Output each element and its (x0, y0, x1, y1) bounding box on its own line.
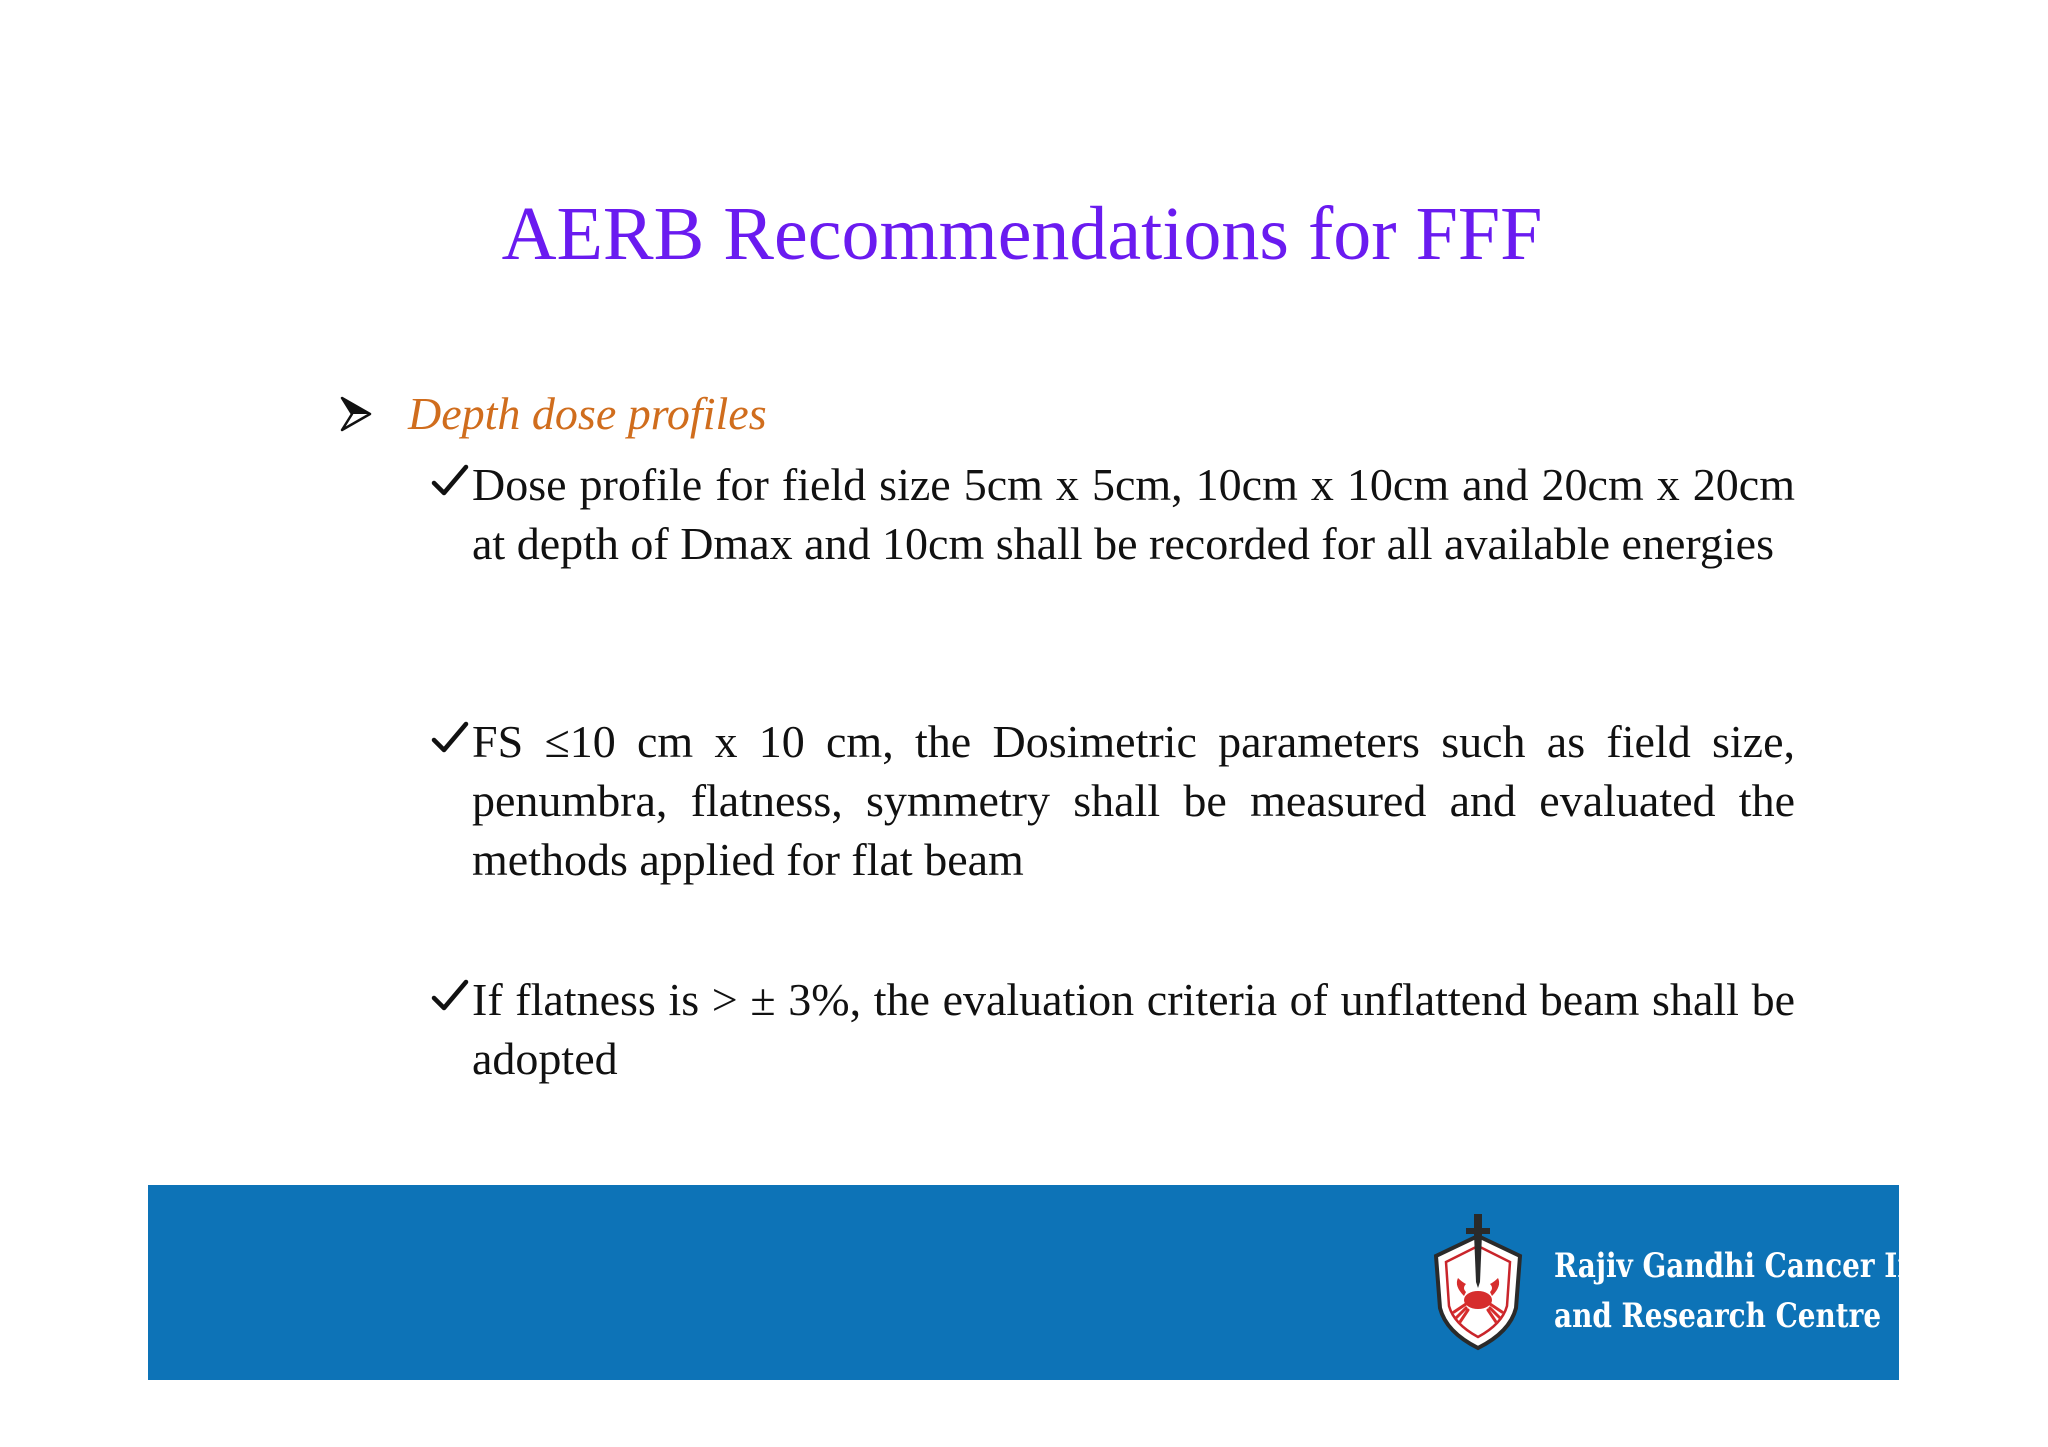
institute-name (1554, 1241, 2021, 1341)
footer-band (148, 1185, 2021, 1380)
bullet-item (430, 970, 1795, 1088)
checkmark-icon (430, 718, 470, 758)
institute-logo-icon (1428, 1212, 1528, 1352)
bullet-text: FS ≤10 cm x 10 cm, the Dosimetric parameters such as field size, penumbra, flatness, symmetry shall be measured and evaluated the methods applied for flat beam (472, 716, 1795, 885)
bullet-text: Dose profile for field size 5cm x 5cm, 10cm x 10cm and 20cm x 20cm at depth of Dmax and 10cm shall be recorded for all available energies (472, 459, 1795, 569)
checkmark-icon (430, 976, 470, 1016)
slide-title-text: AERB Recommendations for FFF (501, 192, 1543, 276)
bullet-item (430, 455, 1795, 573)
section-heading: Depth dose profiles (408, 388, 767, 439)
checkmark-icon (430, 461, 470, 501)
bullet-text: If flatness is > ± 3%, the evaluation criteria of unflattend beam shall be adopted (472, 974, 1795, 1084)
bullet-item (430, 712, 1795, 889)
section-header (340, 385, 767, 443)
institute-name-line1: Rajiv Gandhi Cancer Institute (1554, 1246, 2021, 1286)
arrow-right-icon (340, 396, 372, 432)
institute-name-line2: and Research Centre (1554, 1296, 1882, 1336)
slide-title (0, 186, 2048, 282)
